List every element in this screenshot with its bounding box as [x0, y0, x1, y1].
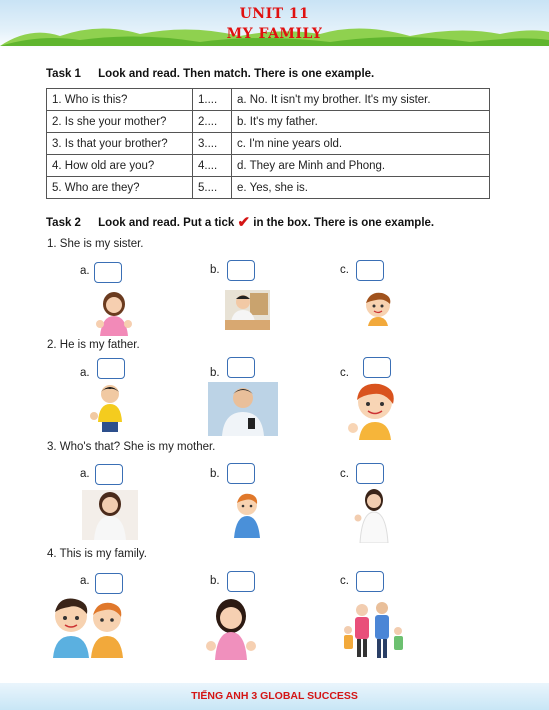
answer-cell: c. I'm nine years old.: [232, 133, 490, 155]
q3-option-c-checkbox[interactable]: [356, 463, 384, 484]
mother-picture: [82, 490, 138, 540]
q3-option-b-checkbox[interactable]: [227, 463, 255, 484]
q4-option-a-checkbox[interactable]: [95, 573, 123, 594]
two-boys-picture: [47, 596, 131, 658]
task2-heading: [46, 213, 434, 231]
q2-option-c-checkbox[interactable]: [363, 357, 391, 378]
question-4: 4. This is my family.: [47, 548, 147, 560]
option-b-label: b.: [210, 264, 220, 276]
q1-option-c-checkbox[interactable]: [356, 260, 384, 281]
q2-option-b-checkbox[interactable]: [227, 357, 255, 378]
option-a-label: a.: [80, 468, 90, 480]
footer-text: TIẾNG ANH 3 GLOBAL SUCCESS: [191, 690, 358, 702]
table-row: [47, 177, 490, 199]
task1-heading: [46, 68, 374, 80]
table-row: [47, 111, 490, 133]
option-a-label: a.: [80, 367, 90, 379]
task1-instruction: Look and read. Then match. There is one example.: [98, 68, 375, 80]
table-row: [47, 133, 490, 155]
number-cell: 1....: [193, 89, 232, 111]
girl-white-shirt-picture: [350, 488, 434, 543]
number-cell: 3....: [193, 133, 232, 155]
question-1: 1. She is my sister.: [47, 238, 144, 250]
number-cell: 5....: [193, 177, 232, 199]
cartoon-boy-picture: [360, 290, 396, 326]
q2-option-a-checkbox[interactable]: [97, 358, 125, 379]
unit-title: UNIT 11: [239, 6, 310, 22]
option-a-label: a.: [80, 265, 90, 277]
topic-title: MY FAMILY: [226, 26, 323, 42]
answer-cell: a. No. It isn't my brother. It's my sister.: [232, 89, 490, 111]
option-c-label: c.: [340, 264, 349, 276]
number-cell: 4....: [193, 155, 232, 177]
question-cell: 4. How old are you?: [47, 155, 193, 177]
question-2: 2. He is my father.: [47, 339, 140, 351]
option-a-label: a.: [80, 575, 90, 587]
q4-option-c-checkbox[interactable]: [356, 571, 384, 592]
q1-option-a-checkbox[interactable]: [94, 262, 122, 283]
match-table: [46, 88, 490, 199]
option-c-label: c.: [340, 575, 349, 587]
question-cell: 2. Is she your mother?: [47, 111, 193, 133]
girl-picture: [92, 290, 137, 336]
task2-instruction-start: Look and read. Put a tick: [98, 217, 235, 229]
question-cell: 1. Who is this?: [47, 89, 193, 111]
task2-label: Task 2: [46, 217, 81, 229]
task1-label: Task 1: [46, 68, 81, 80]
question-cell: 3. Is that your brother?: [47, 133, 193, 155]
boy-yellow-shirt-picture: [88, 382, 134, 437]
question-3: 3. Who's that? She is my mother.: [47, 441, 216, 453]
task2-instruction-end: in the box. There is one example.: [253, 217, 435, 229]
tick-icon: ✔: [237, 214, 251, 231]
father-phone-picture: [208, 382, 278, 436]
footer-band: [0, 683, 549, 710]
table-row: [47, 155, 490, 177]
option-b-label: b.: [210, 575, 220, 587]
option-c-label: c.: [340, 367, 349, 379]
option-b-label: b.: [210, 367, 220, 379]
q4-option-b-checkbox[interactable]: [227, 571, 255, 592]
number-cell: 2....: [193, 111, 232, 133]
q3-option-a-checkbox[interactable]: [95, 464, 123, 485]
cartoon-boy-red-hair-picture: [345, 382, 405, 440]
table-row: [47, 89, 490, 111]
answer-cell: d. They are Minh and Phong.: [232, 155, 490, 177]
answer-cell: b. It's my father.: [232, 111, 490, 133]
option-c-label: c.: [340, 468, 349, 480]
q1-option-b-checkbox[interactable]: [227, 260, 255, 281]
answer-cell: e. Yes, she is.: [232, 177, 490, 199]
cartoon-boy-orange-picture: [228, 492, 266, 538]
question-cell: 5. Who are they?: [47, 177, 193, 199]
boy-studying-picture: [225, 290, 270, 330]
option-b-label: b.: [210, 468, 220, 480]
smiling-girl-picture: [205, 598, 257, 660]
family-picture: [340, 600, 408, 660]
